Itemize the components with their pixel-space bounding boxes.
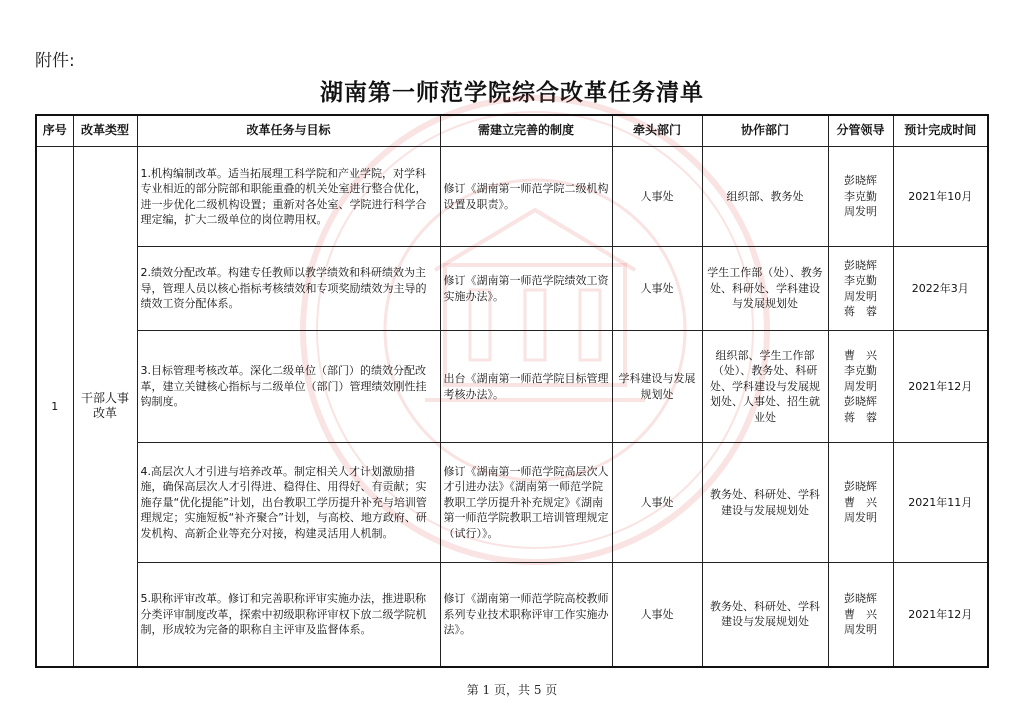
table-row: [36, 331, 988, 443]
task-goal: 4.高层次人才引进与培养改革。制定相关人才计划激励措施，确保高层次人才引得进、稳得住、用得好、有贡献；实施存量“优化提能”计划，出台教职工学历提升补充与培训管理规定；实施短板“补齐聚合”计划，与高校、地方政府、研发机构、高新企业等充分对接，构建灵活用人机制。: [137, 443, 440, 563]
header-reform-type: 改革类型: [73, 115, 137, 147]
system-item: 修订《湖南第一师范学院二级机构设置及职责》。: [440, 147, 612, 247]
lead-dept: 学科建设与发展规划处: [612, 331, 702, 443]
system-item: 修订《湖南第一师范学院高校教师系列专业技术职称评审工作实施办法》。: [440, 563, 612, 667]
reform-type: 干部人事 改革: [73, 147, 137, 667]
deadline: 2021年10月: [893, 147, 988, 247]
page-footer: 第 1 页，共 5 页: [466, 683, 558, 697]
leaders: 彭晓辉 曹 兴 周发明: [828, 443, 893, 563]
table-row: [36, 443, 988, 563]
deadline: 2021年11月: [893, 443, 988, 563]
lead-dept: 人事处: [612, 147, 702, 247]
deadline: 2021年12月: [893, 563, 988, 667]
task-goal: 2.绩效分配改革。构建专任教师以教学绩效和科研绩效为主导，管理人员以核心指标考核绩效和专项奖励绩效为主导的绩效工资分配体系。: [137, 247, 440, 331]
system-item: 修订《湖南第一师范学院绩效工资实施办法》。: [440, 247, 612, 331]
table-row: [36, 563, 988, 667]
deadline: 2021年12月: [893, 331, 988, 443]
deadline: 2022年3月: [893, 247, 988, 331]
document-title: 湖南第一师范学院综合改革任务清单: [320, 79, 704, 106]
header-coop-dept: 协作部门: [702, 115, 828, 147]
system-item: 修订《湖南第一师范学院高层次人才引进办法》《湖南第一师范学院教职工学历提升补充规定》《湖南第一师范学院教职工培训管理规定（试行）》。: [440, 443, 612, 563]
task-goal: 5.职称评审改革。修订和完善职称评审实施办法，推进职称分类评审制度改革，探索中初级职称评审权下放二级学院机制，形成较为完备的职称自主评审及监督体系。: [137, 563, 440, 667]
header-index: 序号: [36, 115, 73, 147]
table-row: [36, 147, 988, 247]
leaders: 彭晓辉 曹 兴 周发明: [828, 563, 893, 667]
system-item: 出台《湖南第一师范学院目标管理考核办法》。: [440, 331, 612, 443]
leaders: 彭晓辉 李克勤 周发明: [828, 147, 893, 247]
coop-dept: 组织部、教务处: [702, 147, 828, 247]
coop-dept: 学生工作部（处）、教务处、科研处、学科建设与发展规划处: [702, 247, 828, 331]
lead-dept: 人事处: [612, 563, 702, 667]
table-header-row: [36, 115, 988, 147]
header-system: 需建立完善的制度: [440, 115, 612, 147]
leaders: 彭晓辉 李克勤 周发明 蒋 蓉: [828, 247, 893, 331]
task-goal: 3.目标管理考核改革。深化二级单位（部门）的绩效分配改革，建立关键核心指标与二级单位（部门）管理绩效刚性挂钩制度。: [137, 331, 440, 443]
header-leader: 分管领导: [828, 115, 893, 147]
lead-dept: 人事处: [612, 247, 702, 331]
table-row: [36, 247, 988, 331]
header-task-goal: 改革任务与目标: [137, 115, 440, 147]
row-index: 1: [36, 147, 73, 667]
coop-dept: 教务处、科研处、学科建设与发展规划处: [702, 443, 828, 563]
coop-dept: 组织部、学生工作部（处）、教务处、科研处、学科建设与发展规划处、人事处、招生就业处: [702, 331, 828, 443]
header-lead-dept: 牵头部门: [612, 115, 702, 147]
attachment-label: 附件:: [35, 51, 75, 71]
reform-task-table: [35, 114, 989, 668]
task-goal: 1.机构编制改革。适当拓展理工科学院和产业学院，对学科专业相近的部分院部和职能重叠的机关处室进行整合优化，进一步优化二级机构设置；重新对各处室、学院进行科学合理定编，扩大二级单位的岗位聘用权。: [137, 147, 440, 247]
leaders: 曹 兴 李克勤 周发明 彭晓辉 蒋 蓉: [828, 331, 893, 443]
header-deadline: 预计完成时间: [893, 115, 988, 147]
lead-dept: 人事处: [612, 443, 702, 563]
coop-dept: 教务处、科研处、学科建设与发展规划处: [702, 563, 828, 667]
